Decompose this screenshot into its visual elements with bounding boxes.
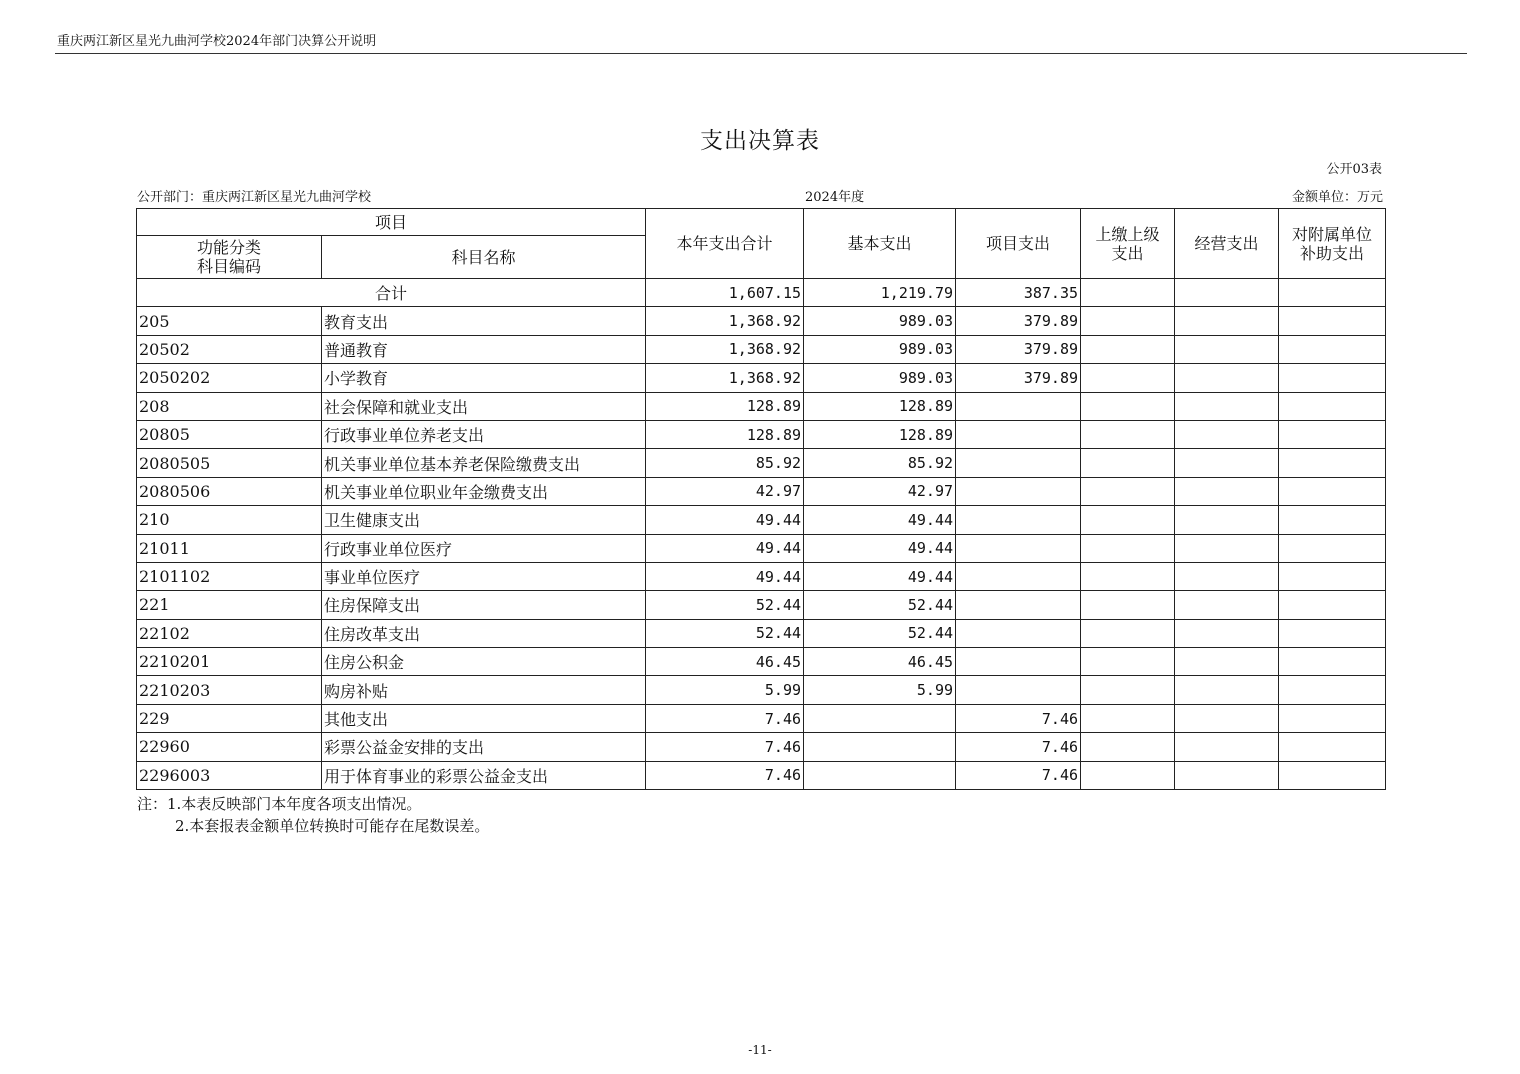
table-row (137, 307, 1386, 335)
fiscal-year-label: 2024年度 (805, 190, 865, 205)
total-cell-project: 387.35 (956, 279, 1081, 307)
header-upper (1081, 209, 1175, 279)
project-cell (956, 591, 1081, 619)
note-line-2: 2.本套报表金额单位转换时可能存在尾数误差。 (175, 817, 490, 835)
subsidy-cell (1279, 733, 1386, 761)
business-cell (1175, 307, 1279, 335)
name-cell: 教育支出 (322, 307, 646, 335)
header-name: 科目名称 (322, 236, 646, 279)
total-cell-business (1175, 279, 1279, 307)
business-cell (1175, 534, 1279, 562)
header-total: 本年支出合计 (646, 209, 804, 279)
basic-cell: 989.03 (804, 307, 956, 335)
total-cell-total: 1,607.15 (646, 279, 804, 307)
table-row (137, 648, 1386, 676)
total-cell: 49.44 (646, 562, 804, 590)
basic-cell (804, 704, 956, 732)
total-cell: 5.99 (646, 676, 804, 704)
project-cell (956, 477, 1081, 505)
table-row (137, 420, 1386, 448)
header-subsidy-line1: 对附属单位 (1292, 224, 1373, 244)
total-cell-subsidy (1279, 279, 1386, 307)
total-label: 合计 (137, 279, 646, 307)
subsidy-cell (1279, 704, 1386, 732)
header-code-line1: 功能分类 (196, 238, 261, 257)
upper-cell (1081, 477, 1175, 505)
table-row (137, 591, 1386, 619)
table-row (137, 733, 1386, 761)
basic-cell: 989.03 (804, 335, 956, 363)
project-cell (956, 619, 1081, 647)
code-cell: 2101102 (137, 562, 322, 590)
subsidy-cell (1279, 335, 1386, 363)
basic-cell: 46.45 (804, 648, 956, 676)
name-cell: 行政事业单位医疗 (322, 534, 646, 562)
note-line-1: 注：1.本表反映部门本年度各项支出情况。 (137, 795, 422, 813)
business-cell (1175, 335, 1279, 363)
table-code: 公开03表 (1326, 162, 1382, 177)
table-row (137, 335, 1386, 363)
code-cell: 221 (137, 591, 322, 619)
code-cell: 22960 (137, 733, 322, 761)
subsidy-cell (1279, 307, 1386, 335)
basic-cell: 49.44 (804, 506, 956, 534)
upper-cell (1081, 449, 1175, 477)
page-number: -11- (748, 1043, 772, 1057)
amount-unit-label: 金额单位：万元 (1291, 190, 1383, 205)
business-cell (1175, 449, 1279, 477)
upper-cell (1081, 562, 1175, 590)
table-row (137, 562, 1386, 590)
business-cell (1175, 506, 1279, 534)
basic-cell: 49.44 (804, 534, 956, 562)
header-business: 经营支出 (1175, 209, 1279, 279)
basic-cell: 52.44 (804, 619, 956, 647)
project-cell: 379.89 (956, 335, 1081, 363)
subsidy-cell (1279, 449, 1386, 477)
name-cell: 住房保障支出 (322, 591, 646, 619)
business-cell (1175, 392, 1279, 420)
total-cell: 85.92 (646, 449, 804, 477)
subsidy-cell (1279, 648, 1386, 676)
header-item: 项目 (137, 209, 646, 236)
business-cell (1175, 477, 1279, 505)
code-cell: 2080505 (137, 449, 322, 477)
code-cell: 2296003 (137, 761, 322, 789)
name-cell: 用于体育事业的彩票公益金支出 (322, 761, 646, 789)
subsidy-cell (1279, 562, 1386, 590)
basic-cell: 5.99 (804, 676, 956, 704)
total-cell: 7.46 (646, 733, 804, 761)
project-cell (956, 648, 1081, 676)
header-subsidy (1279, 209, 1386, 279)
project-cell (956, 534, 1081, 562)
project-cell: 379.89 (956, 307, 1081, 335)
business-cell (1175, 676, 1279, 704)
subsidy-cell (1279, 676, 1386, 704)
subsidy-cell (1279, 761, 1386, 789)
total-cell: 49.44 (646, 506, 804, 534)
table-row (137, 392, 1386, 420)
basic-cell: 42.97 (804, 477, 956, 505)
total-cell: 128.89 (646, 392, 804, 420)
name-cell: 机关事业单位基本养老保险缴费支出 (322, 449, 646, 477)
basic-cell (804, 733, 956, 761)
upper-cell (1081, 761, 1175, 789)
total-cell: 42.97 (646, 477, 804, 505)
business-cell (1175, 364, 1279, 392)
table-row (137, 449, 1386, 477)
total-cell-upper (1081, 279, 1175, 307)
code-cell: 210 (137, 506, 322, 534)
total-cell-basic: 1,219.79 (804, 279, 956, 307)
total-cell: 7.46 (646, 704, 804, 732)
header-project: 项目支出 (956, 209, 1081, 279)
upper-cell (1081, 506, 1175, 534)
header-code (137, 236, 322, 279)
total-cell: 1,368.92 (646, 335, 804, 363)
table-row (137, 477, 1386, 505)
total-cell: 1,368.92 (646, 307, 804, 335)
subsidy-cell (1279, 420, 1386, 448)
header-basic: 基本支出 (804, 209, 956, 279)
running-header: 重庆两江新区星光九曲河学校2024年部门决算公开说明 (57, 34, 377, 49)
upper-cell (1081, 619, 1175, 647)
upper-cell (1081, 307, 1175, 335)
header-subsidy-line2: 补助支出 (1300, 243, 1365, 263)
project-cell: 379.89 (956, 364, 1081, 392)
subsidy-cell (1279, 506, 1386, 534)
total-cell: 1,368.92 (646, 364, 804, 392)
upper-cell (1081, 591, 1175, 619)
project-cell: 7.46 (956, 761, 1081, 789)
name-cell: 其他支出 (322, 704, 646, 732)
table-row (137, 704, 1386, 732)
total-cell: 46.45 (646, 648, 804, 676)
basic-cell: 49.44 (804, 562, 956, 590)
code-cell: 2210203 (137, 676, 322, 704)
name-cell: 普通教育 (322, 335, 646, 363)
total-cell: 128.89 (646, 420, 804, 448)
basic-cell: 128.89 (804, 420, 956, 448)
code-cell: 22102 (137, 619, 322, 647)
code-cell: 205 (137, 307, 322, 335)
table-row (137, 534, 1386, 562)
name-cell: 住房公积金 (322, 648, 646, 676)
upper-cell (1081, 534, 1175, 562)
name-cell: 小学教育 (322, 364, 646, 392)
department-label: 公开部门：重庆两江新区星光九曲河学校 (137, 190, 372, 205)
business-cell (1175, 648, 1279, 676)
business-cell (1175, 733, 1279, 761)
project-cell (956, 562, 1081, 590)
subsidy-cell (1279, 591, 1386, 619)
total-cell: 52.44 (646, 619, 804, 647)
name-cell: 社会保障和就业支出 (322, 392, 646, 420)
subsidy-cell (1279, 477, 1386, 505)
table-header (137, 209, 1386, 279)
project-cell (956, 506, 1081, 534)
business-cell (1175, 704, 1279, 732)
subsidy-cell (1279, 619, 1386, 647)
name-cell: 行政事业单位养老支出 (322, 420, 646, 448)
upper-cell (1081, 364, 1175, 392)
header-rule (55, 53, 1467, 54)
total-cell: 7.46 (646, 761, 804, 789)
basic-cell: 128.89 (804, 392, 956, 420)
name-cell: 住房改革支出 (322, 619, 646, 647)
project-cell: 7.46 (956, 704, 1081, 732)
table-row (137, 676, 1386, 704)
upper-cell (1081, 676, 1175, 704)
business-cell (1175, 420, 1279, 448)
table-row (137, 761, 1386, 789)
expenditure-table (136, 208, 1386, 790)
business-cell (1175, 562, 1279, 590)
total-cell: 52.44 (646, 591, 804, 619)
code-cell: 20502 (137, 335, 322, 363)
subsidy-cell (1279, 534, 1386, 562)
code-cell: 2080506 (137, 477, 322, 505)
header-upper-line1: 上缴上级 (1095, 224, 1160, 244)
notes (137, 793, 489, 837)
business-cell (1175, 591, 1279, 619)
upper-cell (1081, 648, 1175, 676)
code-cell: 229 (137, 704, 322, 732)
name-cell: 卫生健康支出 (322, 506, 646, 534)
project-cell (956, 420, 1081, 448)
header-upper-line2: 支出 (1111, 243, 1144, 263)
code-cell: 20805 (137, 420, 322, 448)
total-cell: 49.44 (646, 534, 804, 562)
header-code-line2: 科目编码 (196, 257, 261, 276)
project-cell (956, 392, 1081, 420)
code-cell: 208 (137, 392, 322, 420)
business-cell (1175, 761, 1279, 789)
subsidy-cell (1279, 392, 1386, 420)
table-row (137, 364, 1386, 392)
name-cell: 机关事业单位职业年金缴费支出 (322, 477, 646, 505)
upper-cell (1081, 420, 1175, 448)
subsidy-cell (1279, 364, 1386, 392)
name-cell: 彩票公益金安排的支出 (322, 733, 646, 761)
table-row (137, 619, 1386, 647)
basic-cell: 989.03 (804, 364, 956, 392)
page-title: 支出决算表 (700, 128, 820, 154)
business-cell (1175, 619, 1279, 647)
code-cell: 2210201 (137, 648, 322, 676)
basic-cell: 52.44 (804, 591, 956, 619)
name-cell: 购房补贴 (322, 676, 646, 704)
table-row (137, 506, 1386, 534)
upper-cell (1081, 704, 1175, 732)
table-body (137, 279, 1386, 790)
code-cell: 2050202 (137, 364, 322, 392)
project-cell (956, 676, 1081, 704)
project-cell (956, 449, 1081, 477)
total-row (137, 279, 1386, 307)
upper-cell (1081, 335, 1175, 363)
upper-cell (1081, 733, 1175, 761)
name-cell: 事业单位医疗 (322, 562, 646, 590)
project-cell: 7.46 (956, 733, 1081, 761)
upper-cell (1081, 392, 1175, 420)
code-cell: 21011 (137, 534, 322, 562)
basic-cell: 85.92 (804, 449, 956, 477)
basic-cell (804, 761, 956, 789)
